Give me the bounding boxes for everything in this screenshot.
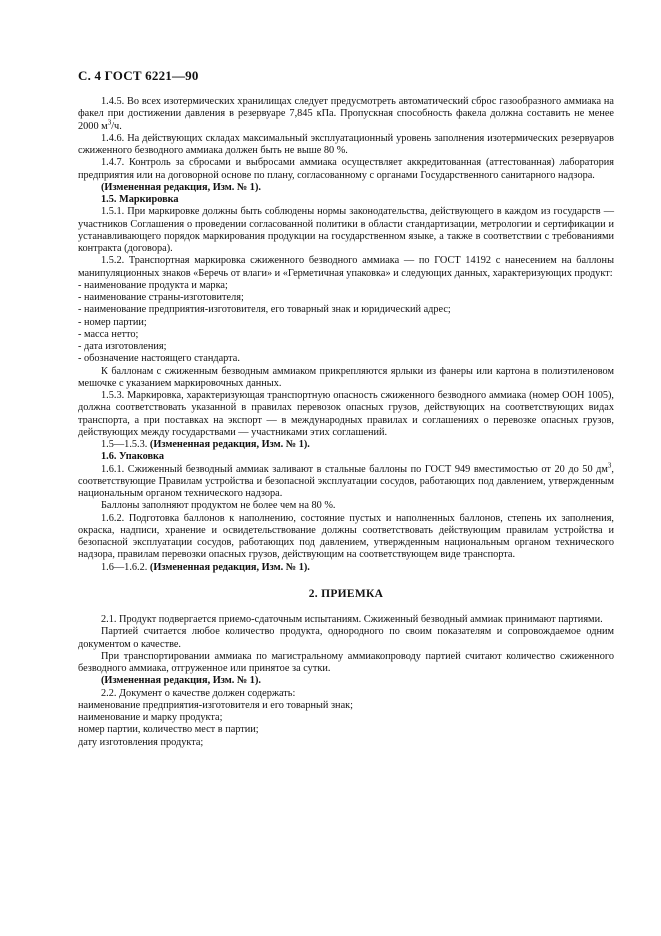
- paragraph-1-5-2: 1.5.2. Транспортная маркировка сжиженного безводного аммиака — по ГОСТ 14192 с нанесением на баллоны манипуляционных знаков «Беречь от влаги» и «Герметичная упаковка» и следующих данных, характеризующих продукт:: [78, 255, 614, 279]
- paragraph-2-2: 2.2. Документ о качестве должен содержать:: [101, 687, 296, 699]
- list-item: - наименование страны-изготовителя;: [78, 292, 244, 303]
- paragraph-1-4-6: 1.4.6. На действующих складах максимальный эксплуатационный уровень заполнения изотермических резервуаров сжиженного безводного аммиака должен быть не выше 80 %.: [78, 132, 614, 156]
- amendment-note: (Измененная редакция, Изм. № 1).: [101, 181, 261, 193]
- paragraph-filling: Баллоны заполняют продуктом не более чем на 80 %.: [101, 500, 336, 512]
- paragraph-1-6-1: 1.6.1. Сжиженный безводный аммиак заливают в стальные баллоны по ГОСТ 949 вместимостью от 20 до 50 $дм^3$, соответствующие Правилам устройства и безопасной эксплуатации сосудов, работающих под давлением, утвержденным национальным органом технического надзора.: [78, 461, 614, 499]
- list-item: номер партии, количество мест в партии;: [78, 724, 259, 736]
- paragraph-batch: Партией считается любое количество продукта, однородного по своим показателям и сопровождаемое одним документом о качестве.: [78, 626, 614, 650]
- list-item: - масса нетто;: [78, 328, 139, 340]
- section-title-acceptance: 2. ПРИЕМКА: [308, 587, 384, 600]
- list-item: дату изготовления продукта;: [78, 736, 204, 748]
- section-heading-packaging: 1.6. Упаковка: [101, 451, 164, 463]
- list-item: - номер партии;: [78, 316, 147, 328]
- amendment-note: 1.5—1.5.3. (Измененная редакция, Изм. № 1).: [101, 439, 310, 450]
- paragraph-1-4-7: 1.4.7. Контроль за сбросами и выбросами аммиака осуществляет аккредитованная (аттестованная) лаборатория предприятия или на договорной основе по плану, согласованному с органами Государственного санитарного надзора.: [78, 157, 614, 181]
- amendment-note: 1.6—1.6.2. (Измененная редакция, Изм. № 1).: [101, 561, 310, 573]
- paragraph-1-6-2: 1.6.2. Подготовка баллонов к наполнению, состояние пустых и наполненных баллонов, степень их заполнения, окраска, надписи, хранение и освидетельствование должны соответствовать действующим правилам устройства и безопасной эксплуатации сосудов, работающих под давлением, утвержденным национальным органом технического надзора, правилам перевозки опасных грузов, действующим на соответствующем виде транспорта.: [78, 512, 614, 561]
- section-heading-marking: 1.5. Маркировка: [101, 194, 179, 205]
- paragraph-1-4-5: 1.4.5. Во всех изотермических хранилищах следует предусмотреть автоматический сброс газообразного аммиака на факел при достижении давления в резервуаре 7,845 кПа. Пропускная способность факела должна составить не менее 2000 $м^3/ч$.: [78, 96, 614, 132]
- document-body: [78, 96, 614, 749]
- amendment-note: (Измененная редакция, Изм. № 1).: [101, 675, 261, 687]
- list-item: - дата изготовления;: [78, 341, 167, 352]
- paragraph-pipeline: При транспортировании аммиака по магистральному аммиакопроводу партией считают количество сжиженного безводного аммиака, отгруженное или принятое за сутки.: [78, 650, 614, 674]
- list-item: - наименование предприятия-изготовителя, его товарный знак и юридический адрес;: [78, 304, 451, 316]
- paragraph-labels: К баллонам с сжиженным безводным аммиаком прикрепляются ярлыки из фанеры или картона в полиэтиленовом мешочке с указанием маркировочных данных.: [78, 365, 614, 389]
- list-item: - наименование продукта и марка;: [78, 279, 228, 291]
- paragraph-2-1: 2.1. Продукт подвергается приемо-сдаточным испытаниям. Сжиженный безводный аммиак принимают партиями.: [101, 614, 603, 625]
- list-item: наименование предприятия-изготовителя и его товарный знак;: [78, 699, 353, 711]
- paragraph-1-5-1: 1.5.1. При маркировке должны быть соблюдены нормы законодательства, действующего в каждом из государств — участников Соглашения о проведении согласованной политики в области стандартизации, метрологии и сертификации и устанавливающего порядок маркирования продукции на государственном языке, а также в соответствии с требованиями контракта (договора).: [78, 206, 614, 254]
- list-item: - обозначение настоящего стандарта.: [78, 353, 240, 365]
- list-item: наименование и марку продукта;: [78, 712, 223, 723]
- paragraph-1-5-3: 1.5.3. Маркировка, характеризующая транспортную опасность сжиженного безводного аммиака (номер ООН 1005), должна соответствовать указанной в правилах перевозок опасных грузов, действующих на соответствующих видах транспорта, а при поставках на экспорт — в международных правилах и соглашениях о перевозке опасных грузов, действующих между государствами — участниками этих соглашений.: [78, 390, 614, 438]
- page-header: С. 4 ГОСТ 6221—90: [78, 68, 199, 83]
